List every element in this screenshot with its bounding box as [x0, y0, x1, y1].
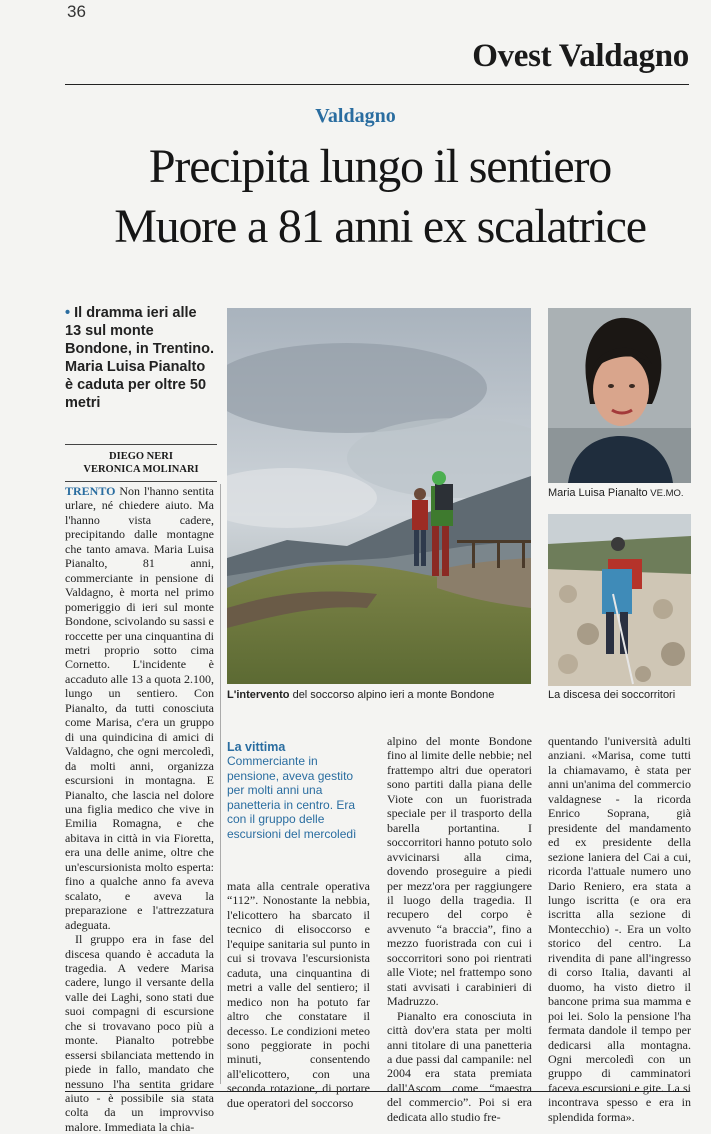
kicker: Valdagno — [315, 105, 396, 127]
col4-text: quentando l'università adulti anziani. «Marisa, come tutti la chiamavamo, è stata per anni un'anima del commercio valdagnese - la ricorda Enrico Soprana, già presidente del mandamento ed ex presidente della sezione laniera del Cai a cui, ricorda l'attuale numero uno Dario Reniero, era stata a lungo iscritta (e ora era iscritta alla sezione di Montecchio) -. Era un volto storico del centro. La rivendita di pane all'ingresso di corso Italia, davanti al duomo, ha visto dietro il bancone prima sua mamma e poi lei. Solo la pensione l'ha fermata dandole il tempo per dedicarsi alla montagna. Ogni mercoledì con un gruppo di camminatori faceva escursioni e gite. La si incontrava spesso e era in splendida forma». — [548, 734, 691, 1124]
col3-p2: Pianalto era conosciuta in città dov'era stata per molti anni titolare di una panetteria a due passi dal campanile: nel 2004 era stata premiata dall'Ascom come “maestra del commercio”. Poi si era dedicata allo studio fre- — [387, 1008, 532, 1124]
page-number: 36 — [67, 2, 86, 21]
header-rule — [65, 84, 689, 85]
portrait-caption — [548, 487, 684, 499]
sidebar-title: La vittima — [227, 740, 286, 754]
portrait-credit: VE.MO. — [647, 488, 684, 499]
headline-line1: Precipita lungo il sentiero — [148, 140, 612, 193]
main-photo — [227, 308, 531, 684]
main-photo-caption — [227, 689, 494, 701]
main-caption-bold: L'intervento — [227, 689, 290, 701]
col2-text: mata alla centrale operativa “112”. Nonostante la nebbia, l'elicottero ha sbarcato il tecnico di elisoccorso e l'equipe sanitaria sul punto in cui si trovava l'escursionista caduta, una cinquantina di metri a valle del sentiero; il medico non ha potuto far altro che constatare il decesso. Le condizioni meteo sono peggiorate in pochi minuti, consentendo all'elicottero, con una seconda rotazione, di portare due operatori del soccorso — [227, 879, 370, 1110]
main-caption-text: del soccorso alpino ieri a monte Bondone — [289, 689, 495, 701]
dateline: TRENTO — [65, 484, 116, 498]
bullet-icon: • — [65, 305, 75, 321]
descent-image — [548, 514, 691, 686]
portrait-image — [548, 308, 691, 483]
column-divider — [220, 484, 221, 1084]
article-column-3 — [387, 734, 532, 1124]
author-1: DIEGO NERI — [109, 451, 173, 462]
headline-line2: Muore a 81 anni ex scalatrice — [114, 200, 646, 253]
col1-p1: Non l'hanno sentita urlare, né chiedere aiuto. Ma l'hanno vista cadere, precipitando dalle montagne che tanto amava. Maria Luisa Pianalto, 81 anni, commerciante in pensione di Valdagno, è morta nel primo pomeriggio di ieri sul monte Bondone, scivolando su sassi e roccette per una cinquantina di metri proprio sotto cima Cornetto. L'incidente è accaduto alle 13 a quota 2.100, lungo un sentiero. Con Pianalto, da tutti conosciuta come Marisa, c'era un gruppo di una quindicina di amici di Valdagno, che ogni mercoledì, da molti anni, organizza escursioni in montagna. E Pianalto, che lascia nel dolore una figlia medico che vive in Emilia Romagna, e che abitava in città in via Fioretta, era una delle anime, oltre che un'escursionista molto esperta: fino a qualche anno fa aveva scalato, e aveva la preparazione e l'attrezzatura adeguata. — [65, 484, 214, 932]
summary — [65, 304, 215, 412]
descent-caption: La discesa dei soccorritori — [548, 689, 676, 701]
article-column-2 — [227, 879, 370, 1110]
footer-rule — [65, 1091, 689, 1092]
descent-photo — [548, 514, 691, 686]
sidebar-box — [227, 740, 369, 841]
author-2: VERONICA MOLINARI — [83, 464, 199, 475]
byline — [65, 444, 217, 482]
mountain-rescue-image — [227, 308, 531, 684]
sidebar-text: Commerciante in pensione, aveva gestito per molti anni una panetteria in centro. Era con il gruppo delle escursioni del mercoledì — [227, 754, 357, 841]
portrait-photo — [548, 308, 691, 483]
summary-text: Il dramma ieri alle 13 sul monte Bondone, in Trentino. Maria Luisa Pianalto è caduta per oltre 50 metri — [65, 305, 215, 411]
article-paragraph — [65, 484, 214, 932]
col1-p2: Il gruppo era in fase del discesa quando è accaduta la tragedia. A vedere Marisa cadere, lungo il versante della valle dei Laghi, sono stati due suoi compagni di escursione che si trovavano poco più a monte. Pianalto potrebbe essersi sbilanciata mettendo in piede in fallo, mandato che nessuno l'ha sentita gridare aiuto - è possibile sia stata colta da un improvviso malore. Immediata la chia- — [65, 932, 214, 1134]
col3-p1: alpino del monte Bondone fino al limite delle nebbie; nel frattempo altri due operatori sono partiti dalla piana delle Viote con un fuoristrada speciale per il trasporto della barella portantina. I soccorritori hanno potuto solo avvicinarsi alla cima, dovendo proseguire a piedi per mezz'ora per raggiungere il luogo della tragedia. Il recupero del corpo è avvenuto “a braccia”, fino a mezzo fuoristrada con cui i soccorritori sono poi rientrati alle Viote; nel frattempo sono stati avvisati i carabinieri di Madruzzo. — [387, 734, 532, 1009]
article-column-4 — [548, 734, 691, 1124]
section-title: Ovest Valdagno — [472, 38, 689, 74]
portrait-caption-name: Maria Luisa Pianalto — [548, 487, 648, 499]
article-column-1 — [65, 484, 214, 1134]
